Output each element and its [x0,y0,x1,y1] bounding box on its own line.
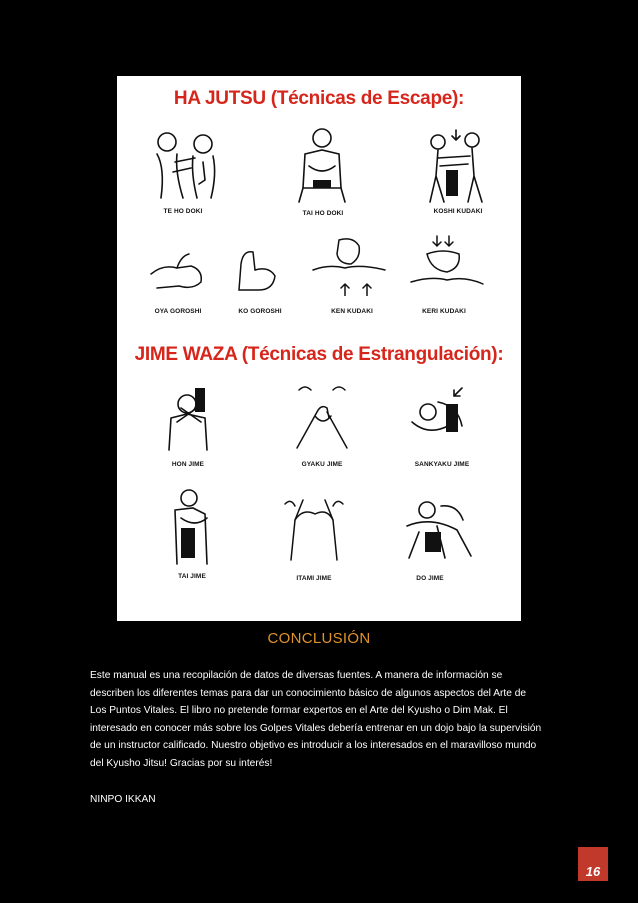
thumb-lock-illustration [147,244,207,294]
technique-label: SANKYAKU JIME [414,461,470,468]
kick-break-illustration [407,232,487,298]
conclusion-body: Este manual es una recopilación de datos de diversas fuentes. A manera de información se describen los diferentes temas para dar un conocimiento básico de algunos aspectos del Arte de Los Puntos Vitales. El libro no pretende formar expertos en el Arte del Kyusho o Dim Mak. El interesado en conocer más sobre los Golpes Vitales debería entrenar en un dojo bajo la supervisión de un instructor calificado. Nuestro objetivo es introducir a los interesados en el maravilloso mundo del Kyusho Jitsu! Gracias por su interés! [90,670,542,769]
fist-break-illustration [309,234,389,296]
wrist-escape-illustration [145,128,225,200]
technique-label: KEN KUDAKI [331,308,373,315]
signature: NINPO IKKAN [90,794,156,805]
technique-label: DO JIME [416,575,444,582]
technique-label: KERI KUDAKI [422,308,466,315]
technique-label: TE HO DOKI [163,208,203,215]
techniques-figure [117,76,521,621]
conclusion-title: CONCLUSIÓN [267,630,371,647]
escape-section-title: HA JUTSU (Técnicas de Escape): [173,88,465,109]
finger-lock-illustration [229,240,285,296]
strangle-section-title: JIME WAZA (Técnicas de Estrangulación): [134,344,504,365]
technique-label: OYA GOROSHI [154,308,202,315]
technique-label: HON JIME [171,461,205,468]
reverse-choke-illustration [289,382,355,450]
technique-label: ITAMI JIME [296,575,332,582]
hip-break-illustration [422,126,492,204]
pain-choke-illustration [279,490,349,562]
technique-label: TAI HO DOKI [302,210,344,217]
triangle-choke-illustration [402,382,472,448]
body-choke-illustration [161,484,227,566]
technique-label: GYAKU JIME [301,461,343,468]
basic-choke-illustration [157,382,221,452]
page-number-badge [578,847,608,881]
technique-label: TAI JIME [178,573,206,580]
trunk-choke-illustration [397,486,477,562]
technique-label: KO GOROSHI [238,308,282,315]
body-escape-illustration [289,126,355,204]
technique-label: KOSHI KUDAKI [433,208,483,215]
page-number: 16 [585,864,601,879]
